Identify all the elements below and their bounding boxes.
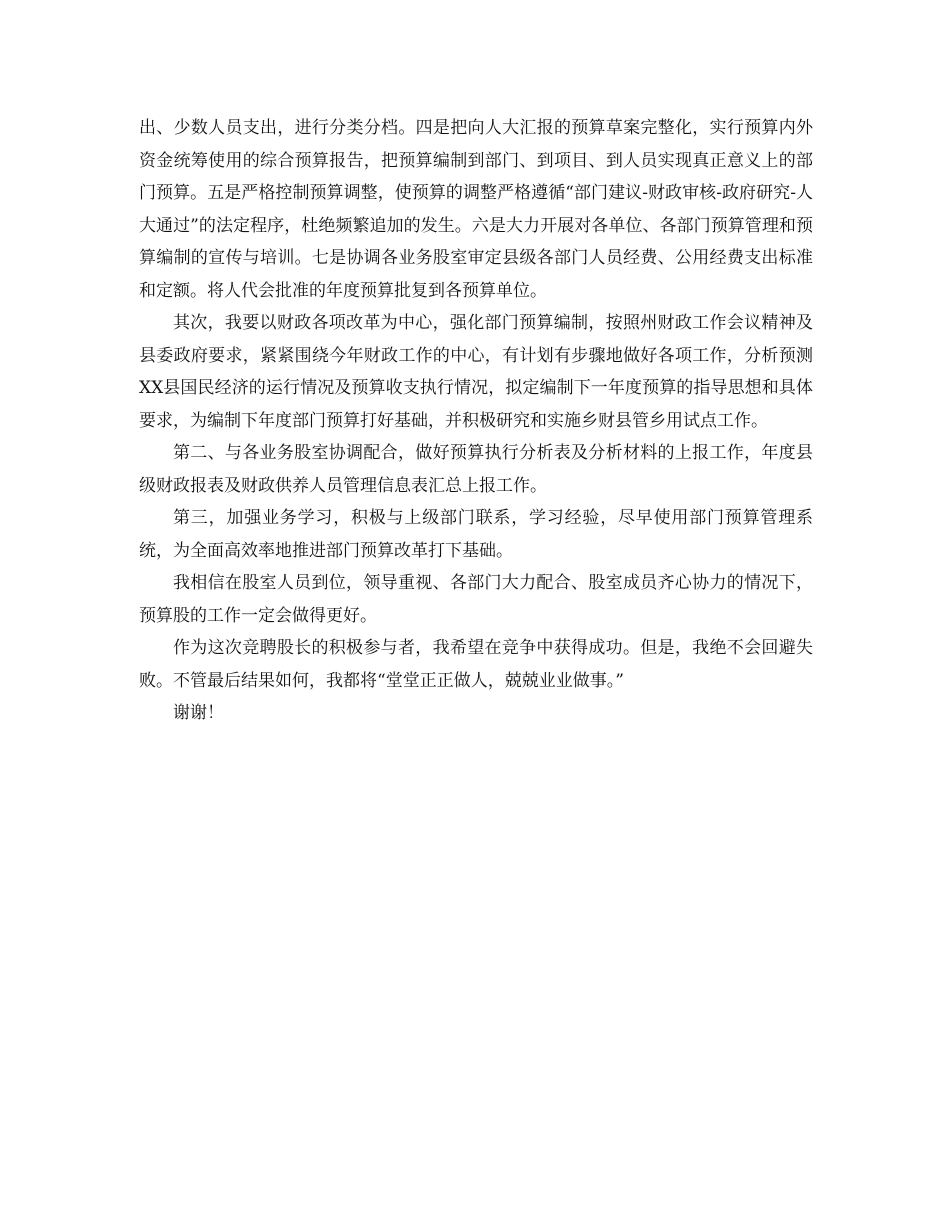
paragraph-secondly: 其次，我要以财政各项改革为中心，强化部门预算编制，按照州财政工作会议精神及县委政府要求，紧紧围绕今年财政工作的中心，有计划有步骤地做好各项工作，分析预测XX县国民经济的运行情况及预算收支执行情况，拟定编制下一年度预算的指导思想和具体要求，为编制下年度部门预算打好基础，并积极研究和实施乡财县管乡用试点工作。: [139, 313, 813, 431]
paragraph-participant: 作为这次竞聘股长的积极参与者，我希望在竞争中获得成功。但是，我绝不会回避失败。不管最后结果如何，我都将“堂堂正正做人，兢兢业业做事。”: [139, 638, 813, 691]
paragraph-second-item: 第二、与各业务股室协调配合，做好预算执行分析表及分析材料的上报工作，年度县级财政报表及财政供养人员管理信息表汇总上报工作。: [139, 443, 813, 496]
document-body: [139, 112, 813, 730]
paragraph-confidence: 我相信在股室人员到位，领导重视、各部门大力配合、股室成员齐心协力的情况下，预算股的工作一定会做得更好。: [139, 573, 813, 626]
paragraph-thanks: 谢谢！: [173, 703, 224, 723]
paragraph-third-item: 第三，加强业务学习，积极与上级部门联系，学习经验，尽早使用部门预算管理系统，为全面高效率地推进部门预算改革打下基础。: [139, 508, 813, 561]
paragraph-continuation: 出、少数人员支出，进行分类分档。四是把向人大汇报的预算草案完整化，实行预算内外资金统筹使用的综合预算报告，把预算编制到部门、到项目、到人员实现真正意义上的部门预算。五是严格控制预算调整，使预算的调整严格遵循“部门建议-财政审核-政府研究-人大通过”的法定程序，杜绝频繁追加的发生。六是大力开展对各单位、各部门预算管理和预算编制的宣传与培训。七是协调各业务股室审定县级各部门人员经费、公用经费支出标准和定额。将人代会批准的年度预算批复到各预算单位。: [139, 118, 813, 301]
